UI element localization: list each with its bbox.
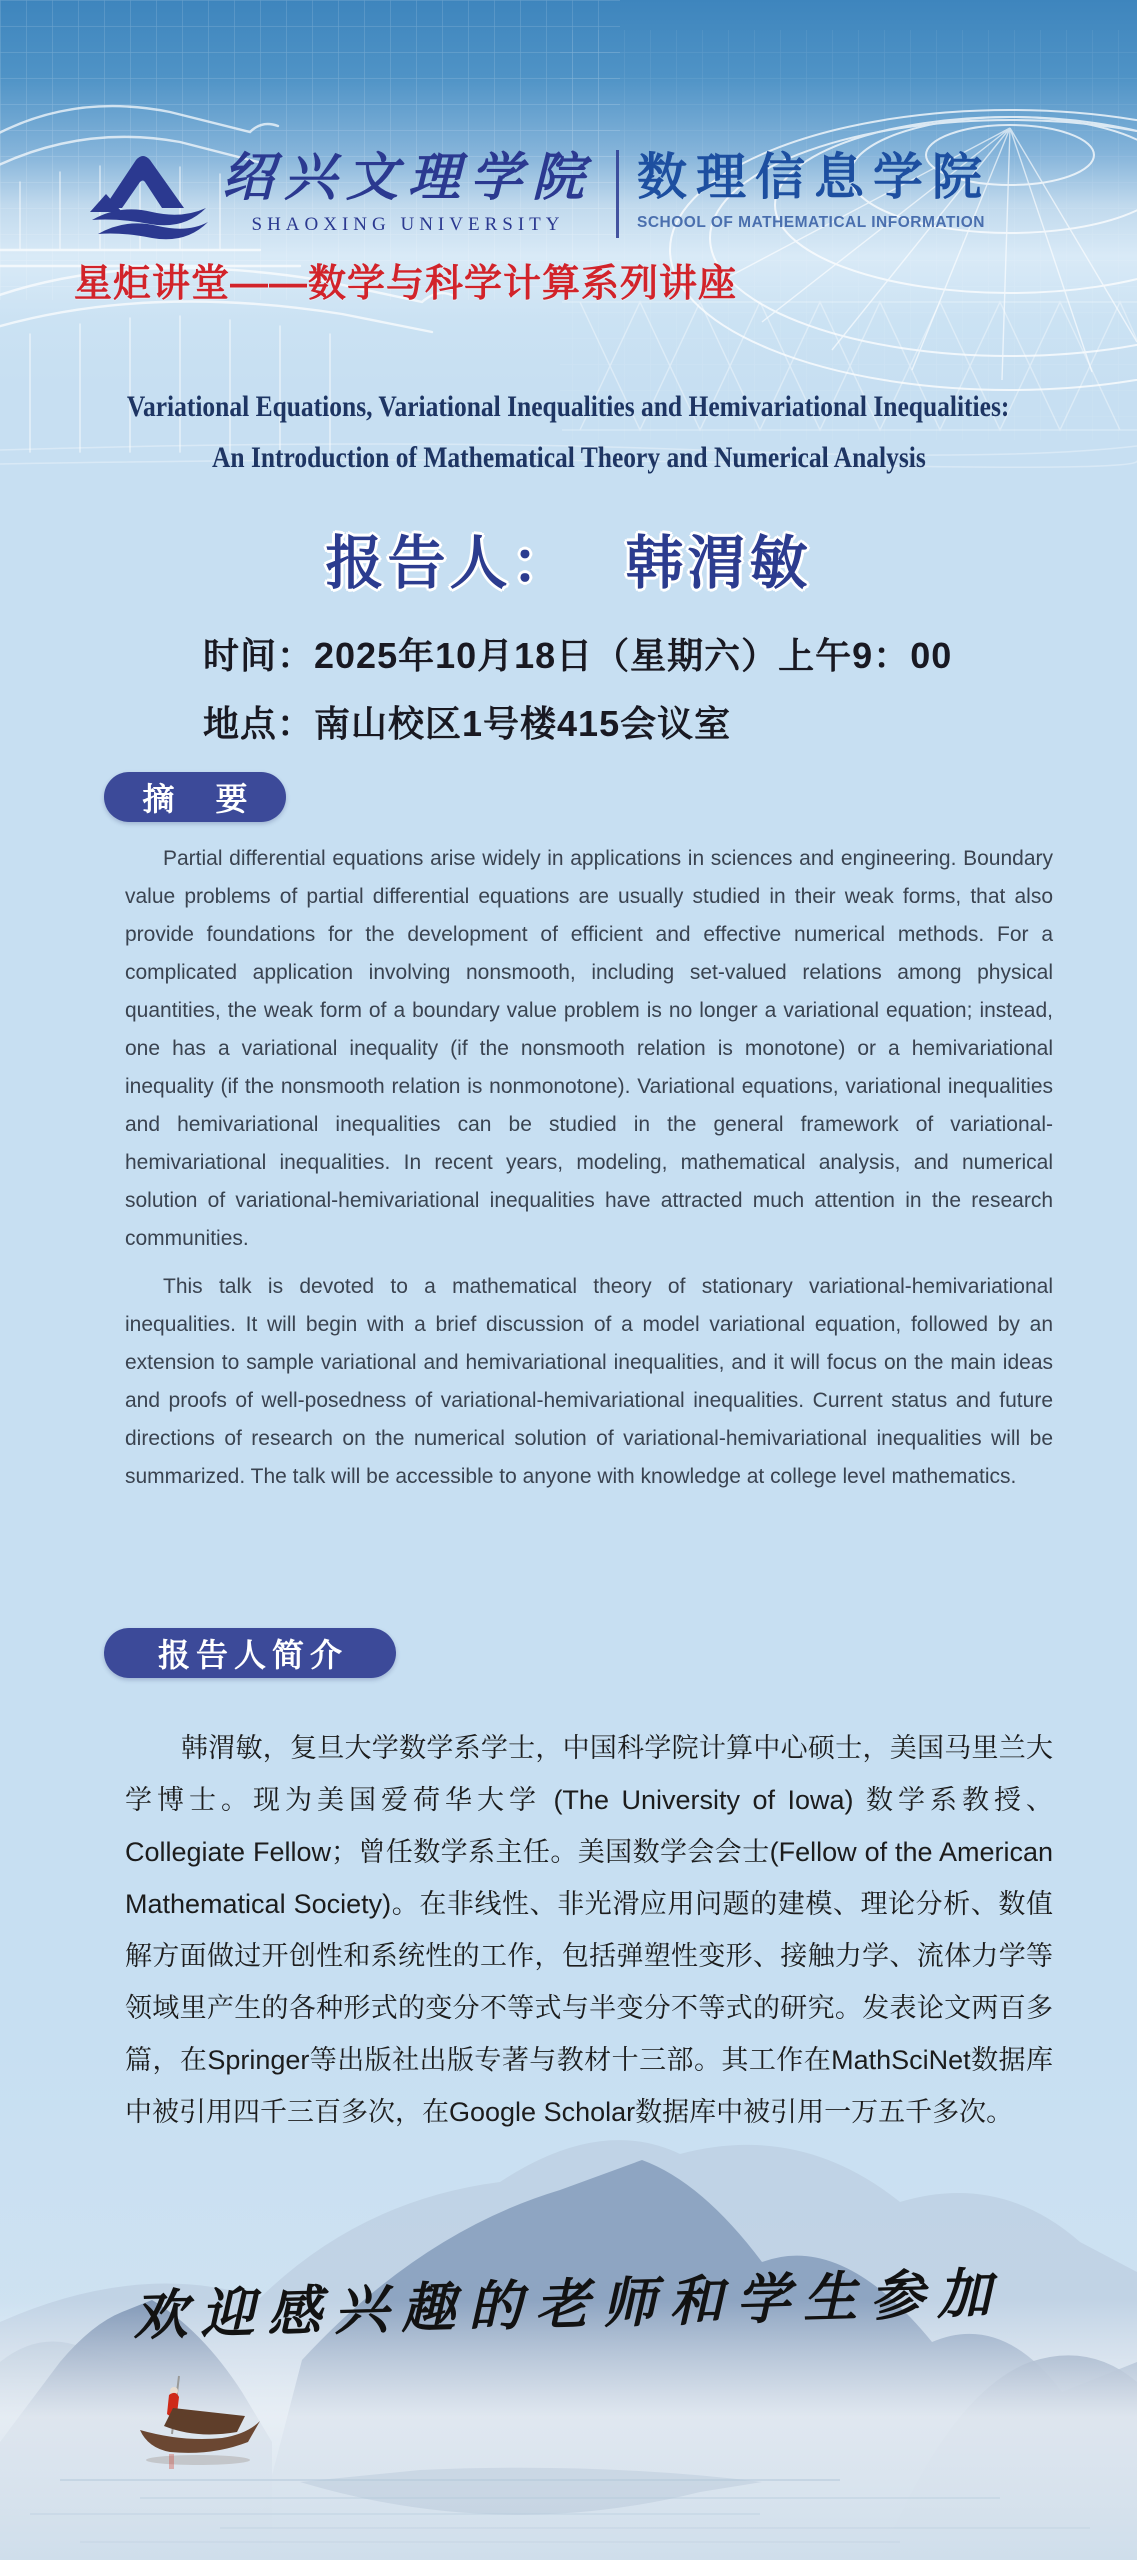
talk-title-line2: An Introduction of Mathematical Theory and Numerical Analysis: [211, 441, 926, 474]
university-name-cn: 绍兴文理学院: [222, 147, 595, 208]
abstract-paragraph-1: Partial differential equations arise widely in applications in sciences and engineering. Boundary value problems of partial differential equations are usually studied in their weak forms, that also provide foundations for the development of efficient and effective numerical methods. For a complicated application involving nonsmooth, including set-valued relations among physical quantities, the weak form of a boundary value problem is no longer a variational equation; instead, one has a variational inequality (if the nonsmooth relation is monotone) or a hemivariational inequality (if the nonsmooth relation is nonmonotone). Variational equations, variational inequalities and hemivariational inequalities can be studied in the general framework of variational-hemivariational inequalities. In recent years, modeling, mathematical analysis, and numerical solution of variational-hemivariational inequalities have attracted much attention in the research communities.: [125, 847, 1053, 1250]
school-name-en: SCHOOL OF MATHEMATICAL INFORMATION: [637, 214, 985, 231]
talk-title-line1: Variational Equations, Variational Inequalities and Hemivariational Inequalities:: [127, 390, 1010, 423]
abstract-body: [125, 840, 1053, 1506]
university-name-block: [222, 148, 594, 236]
university-logo-icon: [90, 146, 208, 242]
bio-text: 韩渭敏，复旦大学数学系学士，中国科学院计算中心硕士，美国马里兰大学博士。现为美国爱荷华大学 (The University of Iowa) 数学系教授、Collegiate Fellow；曾任数学系主任。美国数学会会士(Fellow of the American Mathematical Society)。在非线性、非光滑应用问题的建模、理论分析、数值解方面做过开创性和系统性的工作，包括弹塑性变形、接触力学、流体力学等领域里产生的各种形式的变分不等式与半变分不等式的研究。发表论文两百多篇，在Springer等出版社出版专著与教材十三部。其工作在MathSciNet数据库中被引用四千三百多次，在Google Scholar数据库中被引用一万五千多次。: [125, 1733, 1053, 2127]
series-title: 星炬讲堂——数学与科学计算系列讲座: [74, 263, 738, 305]
abstract-paragraph-2: This talk is devoted to a mathematical theory of stationary variational-hemivariational inequalities. It will begin with a brief discussion of a model variational equation, followed by an extension to sample variational and hemivariational inequalities, and it will focus on the main ideas and proofs of well-posedness of variational-hemivariational inequalities. Current status and future directions of research on the numerical solution of variational-hemivariational inequalities will be summarized. The talk will be accessible to anyone with knowledge at college level mathematics.: [125, 1275, 1053, 1488]
bio-heading: 报告人简介: [157, 1637, 348, 1673]
speaker-name: 韩渭敏: [625, 531, 812, 596]
abstract-badge: [104, 772, 286, 822]
speaker-label: 报告人：: [325, 531, 574, 596]
welcome-text: 欢迎感兴趣的老师和学生参加: [132, 2260, 1005, 2348]
university-name-en: SHAOXING UNIVERSITY: [251, 214, 565, 235]
talk-title: [0, 390, 1137, 475]
location-line: 地点：南山校区1号楼415会议室: [203, 703, 732, 744]
bio-badge: [104, 1628, 396, 1678]
school-name-block: [637, 148, 991, 232]
header: [90, 146, 991, 242]
time-line: 时间：2025年10月18日（星期六）上午9：00: [203, 635, 953, 676]
abstract-heading: 摘 要: [142, 781, 264, 817]
header-divider: [616, 150, 619, 238]
school-name-cn: 数理信息学院: [637, 149, 992, 205]
speaker-row: [0, 516, 1137, 600]
